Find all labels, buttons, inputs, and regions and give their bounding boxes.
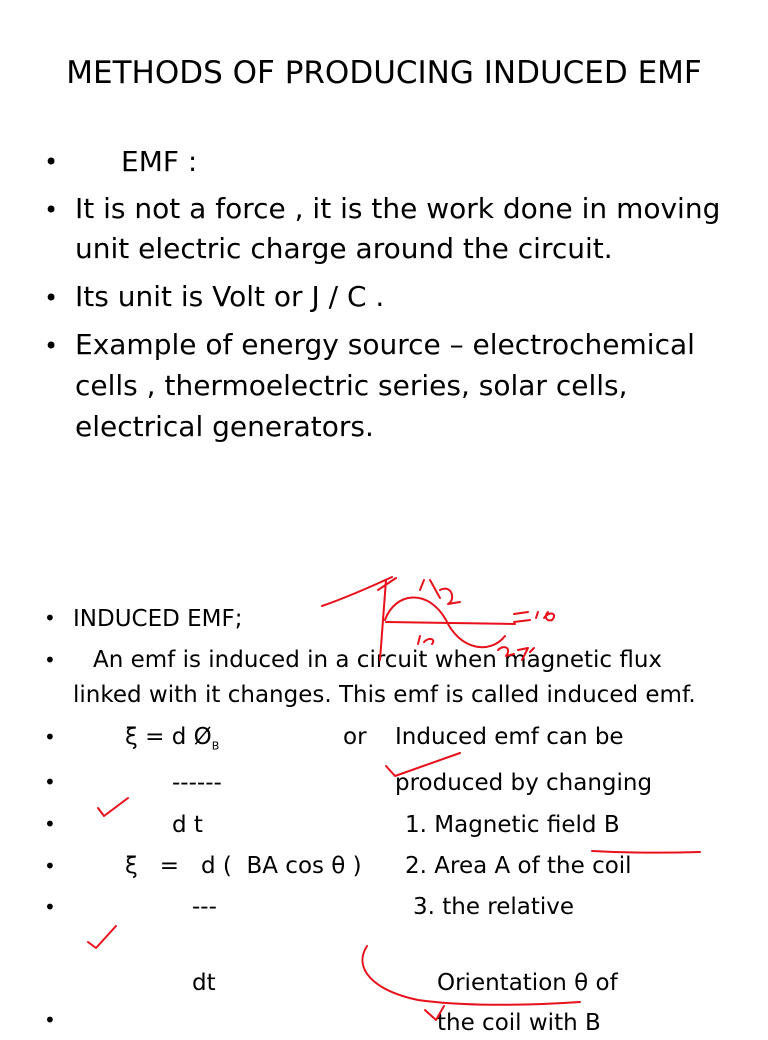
bullet-dot: • <box>44 606 56 630</box>
ink-check-2 <box>88 926 116 948</box>
right-line6: Orientation θ of <box>437 970 618 996</box>
right-line3: 1. Magnetic field B <box>405 812 620 838</box>
induced-emf-def-line1: An emf is induced in a circuit when magnetic flux <box>93 647 663 673</box>
ink-horizontal-axis <box>386 622 515 624</box>
right-line4: 2. Area A of the coil <box>405 853 632 879</box>
ink-label-pi2 <box>420 580 460 604</box>
right-line7: the coil with B <box>437 1010 601 1036</box>
ink-label-360 <box>514 612 554 622</box>
ink-arrow-stroke <box>322 577 392 606</box>
energy-source-line2: cells , thermoelectric series, solar cells, <box>75 369 628 402</box>
energy-source-line1: Example of energy source – electrochemical <box>75 328 695 361</box>
energy-source-line3: electrical generators. <box>75 410 374 443</box>
bullet-dot: • <box>44 648 56 672</box>
bullet-dot: • <box>44 332 59 360</box>
denominator-dt-1: d t <box>172 812 203 838</box>
or-text: or <box>343 724 367 750</box>
fraction-bar-1: ------ <box>172 770 222 796</box>
bullet-dot: • <box>44 196 59 224</box>
denominator-dt-2: dt <box>192 970 216 996</box>
ink-axis-tick <box>378 578 396 590</box>
induced-emf-heading: INDUCED EMF; <box>73 606 243 632</box>
emf-definition-line2: unit electric charge around the circuit. <box>75 232 613 265</box>
bullet-dot: • <box>44 148 59 176</box>
slide-title: METHODS OF PRODUCING INDUCED EMF <box>66 55 702 91</box>
fraction-bar-2: --- <box>192 894 217 920</box>
bullet-dot: • <box>44 725 56 749</box>
bullet-dot: • <box>44 895 56 919</box>
bullet-dot: • <box>44 1008 56 1032</box>
right-line1: Induced emf can be <box>395 724 624 750</box>
formula-emf-subscript: B <box>211 739 220 753</box>
ink-sine-wave <box>385 597 505 647</box>
bullet-dot: • <box>44 812 56 836</box>
induced-emf-def-line2: linked with it changes. This emf is called induced emf. <box>73 682 696 708</box>
right-line5: 3. the relative <box>413 894 575 920</box>
bullet-dot: • <box>44 854 56 878</box>
emf-heading: EMF : <box>121 145 198 178</box>
formula-emf <box>125 720 219 764</box>
bullet-dot: • <box>44 284 59 312</box>
right-line2: produced by changing <box>395 770 653 796</box>
bullet-dot: • <box>44 770 56 794</box>
ink-check-1 <box>98 798 128 816</box>
emf-unit: Its unit is Volt or J / C . <box>75 280 385 313</box>
formula-flux: ξ = d ( BA cos θ ) <box>125 853 362 879</box>
formula-emf-main: ξ = d Ø <box>125 724 212 750</box>
emf-definition-line1: It is not a force , it is the work done in moving <box>75 192 721 225</box>
